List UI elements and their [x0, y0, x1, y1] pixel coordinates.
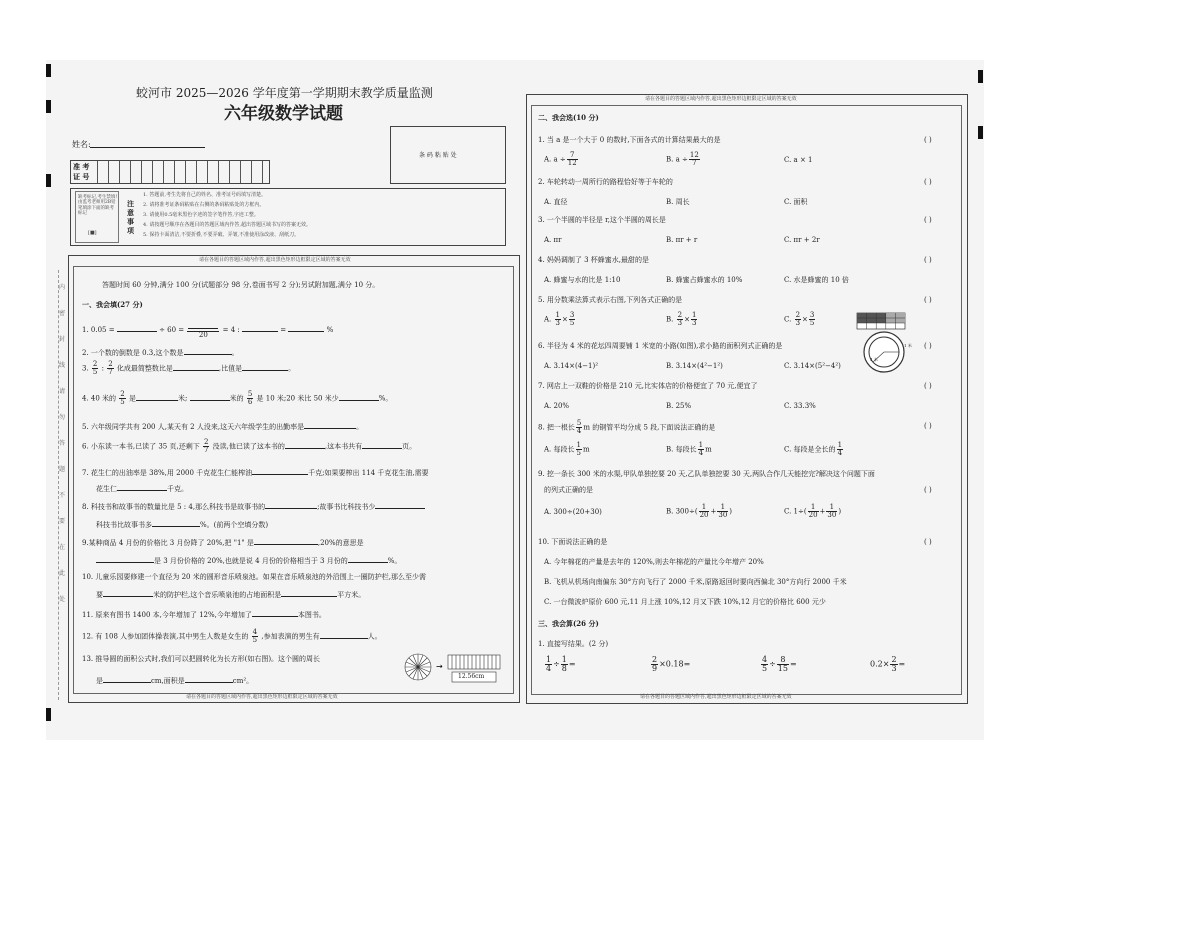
question-7-cont: 花生仁 千克。 — [96, 485, 188, 493]
choice-9-option-a: A. 300÷(20+30) — [544, 508, 602, 516]
choice-question-8: 8. 把一根长 $\frac{5}{4}$ m 的钢管平均分成 5 段,下面说法正确的是 — [538, 419, 716, 435]
name-field[interactable] — [90, 140, 205, 148]
choice-3-option-a: A. πr — [544, 236, 562, 244]
frame-note: 请在各题目的答题区域内作答,超出黑色矩形边框限定区域的答案无效 — [199, 257, 351, 263]
side-char: 题 — [59, 466, 66, 473]
choice-2-option-c: C. 面积 — [784, 198, 808, 206]
frame-note-bottom: 请在各题目的答题区域内作答,超出黑色矩形边框限定区域的答案无效 — [186, 694, 338, 700]
choice-7-option-c: C. 33.3% — [784, 402, 816, 410]
figure-length-label: 12.56cm — [458, 673, 485, 680]
choice-question-7: 7. 网店上一双鞋的价格是 210 元,比实体店的价格便宜了 70 元,便宜了 — [538, 382, 758, 390]
candidate-id-grid[interactable] — [70, 160, 270, 184]
question-4: 4. 40 米的 $\frac{2}{5}$ 是 米; 米的 $\frac{5}{6}$ 是 10 米;20 米比 50 米少 %。 — [82, 390, 393, 406]
choice-7-option-a: A. 20% — [544, 402, 570, 410]
choice-8-option-c: C. 每段是全长的 $\frac{1}{4}$ — [784, 441, 843, 457]
answer-bracket[interactable]: ( ) — [924, 216, 932, 224]
right-inner-frame — [531, 105, 962, 695]
section-title: 二、我会选(10 分) — [538, 113, 599, 122]
side-char: 不 — [59, 492, 66, 499]
answer-bracket[interactable]: ( ) — [924, 256, 932, 264]
id-label-2: 证 号 — [73, 172, 90, 181]
question-10: 10. 儿童乐园要修建一个直径为 20 米的圆形音乐喷泉池。如果在音乐喷泉池的外沿围上一圈防护栏,那么至少需 — [82, 573, 426, 581]
choice-10-option-a: A. 今年棉花的产量是去年的 120%,则去年棉花的产量比今年增产 20% — [544, 558, 764, 566]
question-13: 13. 推导圆的面积公式时,我们可以把圆转化为长方形(如右图)。这个圆的周长 — [82, 655, 321, 663]
notice-item: 5. 保持卡面清洁,不要折叠,不要弄破、弄皱,不准使用涂改液、刮纸刀。 — [143, 232, 300, 238]
answer-bracket[interactable]: ( ) — [924, 178, 932, 186]
registration-mark — [978, 126, 983, 139]
choice-10-option-b: B. 飞机从机场向南偏东 30°方向飞行了 2000 千米,原路返回时要向西偏北 30°方向行 2000 千米 — [544, 578, 847, 586]
circle-to-rectangle-figure — [404, 651, 504, 689]
registration-mark — [978, 70, 983, 83]
section-title: 三、我会算(26 分) — [538, 619, 599, 628]
answer-bracket[interactable]: ( ) — [924, 296, 932, 304]
answer-bracket[interactable]: ( ) — [924, 382, 932, 390]
choice-8-option-a: A. 每段长 $\frac{1}{5}$ m — [544, 441, 590, 457]
side-char: 此 — [59, 570, 66, 577]
exam-sheet — [46, 60, 984, 740]
answer-bracket[interactable]: ( ) — [924, 486, 932, 494]
answer-bracket[interactable]: ( ) — [924, 342, 932, 350]
choice-3-option-c: C. πr + 2r — [784, 236, 820, 244]
choice-question-1: 1. 当 a 是一个大于 0 的数时,下面各式的计算结果最大的是 — [538, 136, 721, 144]
calc-item-2: $\frac{2}{9}$ ×0.18= — [652, 655, 691, 673]
intro-text: 答题时间 60 分钟,满分 100 分(试题部分 98 分,卷面书写 2 分);另试附加题,满分 10 分。 — [102, 281, 380, 289]
question-10-cont: 要 米的防护栏,这个音乐喷泉池的占地面积是 平方米。 — [96, 591, 366, 599]
notice-block — [70, 188, 506, 246]
choice-6-option-c: C. 3.14×(5²−4²) — [784, 362, 841, 370]
question-11: 11. 原来有图书 1400 本,今年增加了 12%,今年增加了 本图书。 — [82, 611, 326, 619]
answer-bracket[interactable]: ( ) — [924, 422, 932, 430]
barcode-label: 条 码 粘 贴 处 — [419, 152, 457, 159]
id-label: 准 考 — [73, 162, 90, 171]
stamp-text: 缺考标记,考生禁填!由监考老师用2B铅笔填涂下面的缺考标记 — [78, 195, 118, 217]
choice-8-option-b: B. 每段长 $\frac{1}{4}$ m — [666, 441, 712, 457]
calc-item-4: 0.2× $\frac{2}{3}$ = — [870, 655, 906, 673]
side-char: 要 — [59, 518, 66, 525]
choice-10-option-c: C. 一台微波炉原价 600 元,11 月上涨 10%,12 月又下跌 10%,12 月它的价格比 600 元少 — [544, 598, 826, 606]
answer-bracket[interactable]: ( ) — [924, 136, 932, 144]
question-7: 7. 花生仁的出油率是 38%,用 2000 千克花生仁能榨油 千克;如果要榨出 114 千克花生油,需要 — [82, 469, 429, 477]
frame-note: 请在各题目的答题区域内作答,超出黑色矩形边框限定区域的答案无效 — [645, 96, 797, 102]
fraction-grid-figure — [856, 312, 906, 330]
figure-width-label: 1 米 — [904, 343, 912, 348]
choice-1-option-b: B. a ÷ $\frac{12}{7}$ — [666, 151, 699, 167]
question-2: 2. 一个数的倒数是 0.3,这个数是 。 — [82, 349, 239, 357]
choice-4-option-b: B. 蜂蜜占蜂蜜水的 10% — [666, 276, 743, 284]
choice-7-option-b: B. 25% — [666, 402, 692, 410]
choice-3-option-b: B. πr + r — [666, 236, 698, 244]
notice-item: 4. 请按题号顺序在各题目的答题区域内作答,超出答题区域书写的答案无效。 — [143, 222, 311, 228]
question-13-cont: 是 cm,面积是 cm²。 — [96, 677, 254, 685]
question-12: 12. 有 108 人参加团体操表演,其中男生人数是女生的 $\frac{4}{5}$ ,参加表演的男生有 人。 — [82, 628, 382, 644]
subject-title: 六年级数学试题 — [224, 104, 343, 124]
question-9-cont: 是 3 月份价格的 20%,也就是说 4 月份的价格相当于 3 月份的 %。 — [96, 555, 401, 565]
choice-question-3: 3. 一个半圆的半径是 r,这个半圆的周长是 — [538, 216, 666, 224]
barcode-area — [390, 126, 506, 184]
exam-title: 蛟河市 2025—2026 学年度第一学期期末教学质量监测 — [136, 86, 433, 100]
figure-radius-label: 4 米 — [870, 357, 878, 362]
choice-question-6: 6. 半径为 4 米的花坛四周要铺 1 米宽的小路(如图),求小路的面积列式正确的是 — [538, 342, 783, 350]
question-3: 3. $\frac{2}{5}$ : $\frac{2}{7}$ 化成最简整数比是 ,比值是 。 — [82, 360, 296, 376]
calc-item-1: $\frac{1}{4}$ ÷ $\frac{1}{8}$ = — [546, 655, 576, 673]
choice-1-option-c: C. a × 1 — [784, 156, 813, 164]
sector-circle — [405, 654, 431, 680]
choice-9-option-c: C. 1÷( $\frac{1}{20}$ + $\frac{1}{30}$ ) — [784, 503, 842, 519]
question-9: 9.某种商品 4 月份的价格比 3 月份降了 20%,把 "1" 是 ,20%的意思是 — [82, 539, 364, 547]
side-char: 请 — [59, 388, 66, 395]
side-char: 密 — [59, 310, 66, 317]
notice-item: 3. 请使用0.5毫米黑色字迹的签字笔作答,字迹工整。 — [143, 212, 259, 218]
question-6: 6. 小东读一本书,已读了 35 页,还剩下 $\frac{2}{7}$ 没读,他已读了这本书的 ,这本书共有 页。 — [82, 438, 417, 454]
calc-title: 1. 直接写结果。(2 分) — [538, 640, 609, 648]
stamp-symbol: [■] — [88, 230, 97, 236]
choice-5-option-a: A. $\frac{1}{3}$ × $\frac{3}{5}$ — [544, 311, 575, 327]
ring-path-figure — [862, 330, 912, 374]
choice-5-option-b: B. $\frac{2}{3}$ × $\frac{1}{3}$ — [666, 311, 697, 327]
notice-item: 2. 请将准考证条码粘贴在右侧的条码粘贴处的方框内。 — [143, 202, 265, 208]
choice-6-option-a: A. 3.14×(4−1)² — [544, 362, 598, 370]
name-label: 姓名: — [72, 140, 91, 149]
choice-question-2: 2. 车轮转动一周所行的路程恰好等于车轮的 — [538, 178, 673, 186]
question-8: 8. 科技书和故事书的数量比是 5 : 4,那么科技书是故事书的 ;故事书比科技书少 — [82, 501, 425, 511]
choice-question-4: 4. 妈妈调制了 3 杯蜂蜜水,最甜的是 — [538, 256, 650, 264]
choice-2-option-b: B. 周长 — [666, 198, 690, 206]
question-5: 5. 六年级同学共有 200 人,某天有 2 人没来,这天六年级学生的出勤率是 。 — [82, 423, 364, 431]
left-answer-frame — [68, 255, 520, 703]
left-inner-frame — [73, 266, 514, 694]
section-title: 一、我会填(27 分) — [82, 300, 143, 309]
registration-mark — [46, 100, 51, 113]
absence-stamp — [75, 191, 119, 243]
right-answer-frame — [526, 94, 968, 704]
choice-5-option-c: C. $\frac{2}{3}$ × $\frac{3}{5}$ — [784, 311, 815, 327]
side-char: 封 — [59, 336, 66, 343]
question-1: 1. 0.05 = ÷ 60 = 20 = 4 : = % — [82, 321, 333, 339]
choice-6-option-b: B. 3.14×(4²−1²) — [666, 362, 723, 370]
registration-mark — [46, 64, 51, 77]
side-char: 勿 — [59, 414, 66, 421]
notice-title: 注意事项 — [127, 199, 134, 236]
choice-question-5: 5. 用分数乘法算式表示右图,下列各式正确的是 — [538, 296, 683, 304]
registration-mark — [46, 708, 51, 721]
frame-note-bottom: 请在各题目的答题区域内作答,超出黑色矩形边框限定区域的答案无效 — [640, 694, 792, 700]
calc-item-3: $\frac{4}{5}$ ÷ $\frac{8}{15}$ = — [762, 655, 797, 673]
notice-item: 1. 答题前,考生先将自己的姓名、准考证号码填写清楚。 — [143, 192, 266, 198]
side-char: 内 — [59, 284, 66, 291]
side-char: 处 — [59, 596, 66, 603]
choice-1-options: A. a ÷ $\frac{7}{12}$ — [544, 151, 577, 167]
choice-4-option-a: A. 蜂蜜与水的比是 1:10 — [544, 276, 621, 284]
choice-question-9: 9. 挖一条长 300 米的水渠,甲队单独挖要 20 天,乙队单独挖要 30 天,两队合作几天能挖完?解决这个问题下面 — [538, 470, 875, 478]
side-char: 线 — [59, 362, 66, 369]
answer-bracket[interactable]: ( ) — [924, 538, 932, 546]
choice-4-option-c: C. 水是蜂蜜的 10 倍 — [784, 276, 849, 284]
side-char: 答 — [59, 440, 66, 447]
choice-question-10: 10. 下面说法正确的是 — [538, 538, 608, 546]
svg-text:→: → — [436, 662, 443, 671]
choice-2-option-a: A. 直径 — [544, 198, 568, 206]
question-8-cont: 科技书比故事书多 %。(前两个空填分数) — [96, 521, 269, 529]
side-char: 在 — [59, 544, 66, 551]
registration-mark — [46, 174, 51, 187]
choice-question-9-cont: 的列式正确的是 — [544, 486, 593, 494]
choice-9-option-b: B. 300÷( $\frac{1}{20}$ + $\frac{1}{30}$ ) — [666, 503, 733, 519]
